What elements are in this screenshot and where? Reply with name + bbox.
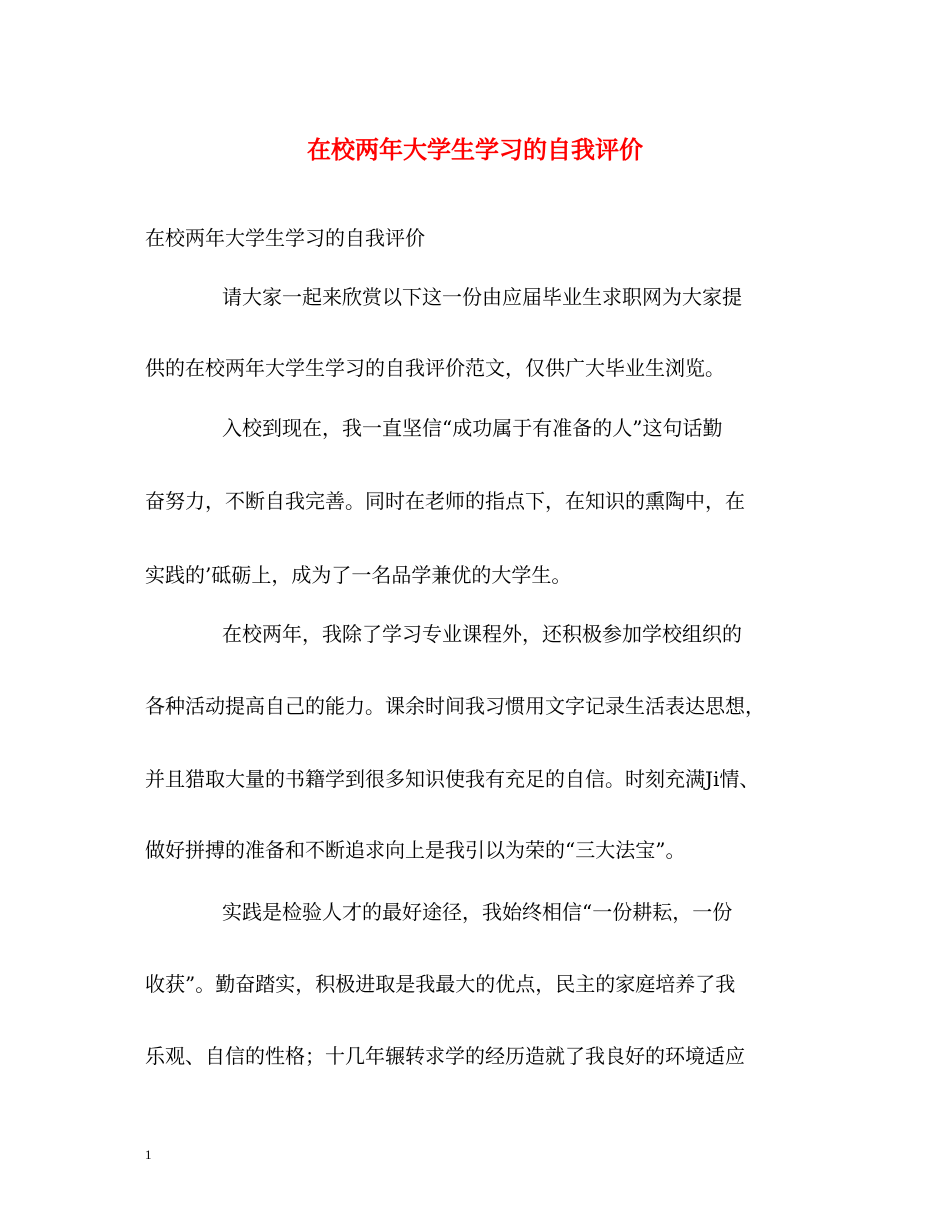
page-number: 1 — [145, 1147, 152, 1162]
paragraph-line: 做好拼搏的准备和不断追求向上是我引以为荣的“三大法宝”。 — [145, 838, 686, 862]
document-title: 在校两年大学生学习的自我评价 — [307, 135, 643, 164]
paragraph-line: 奋努力，不断自我完善。同时在老师的指点下，在知识的熏陶中，在 — [145, 489, 745, 513]
paragraph-line: 供的在校两年大学生学习的自我评价范文，仅供广大毕业生浏览。 — [145, 356, 725, 380]
paragraph-line: 各种活动提高自己的能力。课余时间我习惯用文字记录生活表达思想， — [145, 694, 765, 718]
document-subtitle: 在校两年大学生学习的自我评价 — [145, 226, 425, 250]
paragraph-line: 在校两年，我除了学习专业课程外，还积极参加学校组织的 — [222, 622, 742, 646]
paragraph-line: 请大家一起来欣赏以下这一份由应届毕业生求职网为大家提 — [222, 285, 742, 309]
paragraph-line: 实践是检验人才的最好途径，我始终相信“一份耕耘，一份 — [222, 900, 733, 924]
paragraph-line: 收获”。勤奋踏实，积极进取是我最大的优点，民主的家庭培养了我 — [145, 972, 736, 996]
paragraph-line: 实践的’砥砺上，成为了一名品学兼优的大学生。 — [145, 563, 572, 587]
paragraph-line: 入校到现在，我一直坚信“成功属于有准备的人”这句话勤 — [222, 416, 723, 440]
paragraph-line: 并且猎取大量的书籍学到很多知识使我有充足的自信。时刻充满Ji情、 — [145, 767, 760, 791]
paragraph-line: 乐观、自信的性格；十几年辗转求学的经历造就了我良好的环境适应 — [145, 1044, 745, 1068]
